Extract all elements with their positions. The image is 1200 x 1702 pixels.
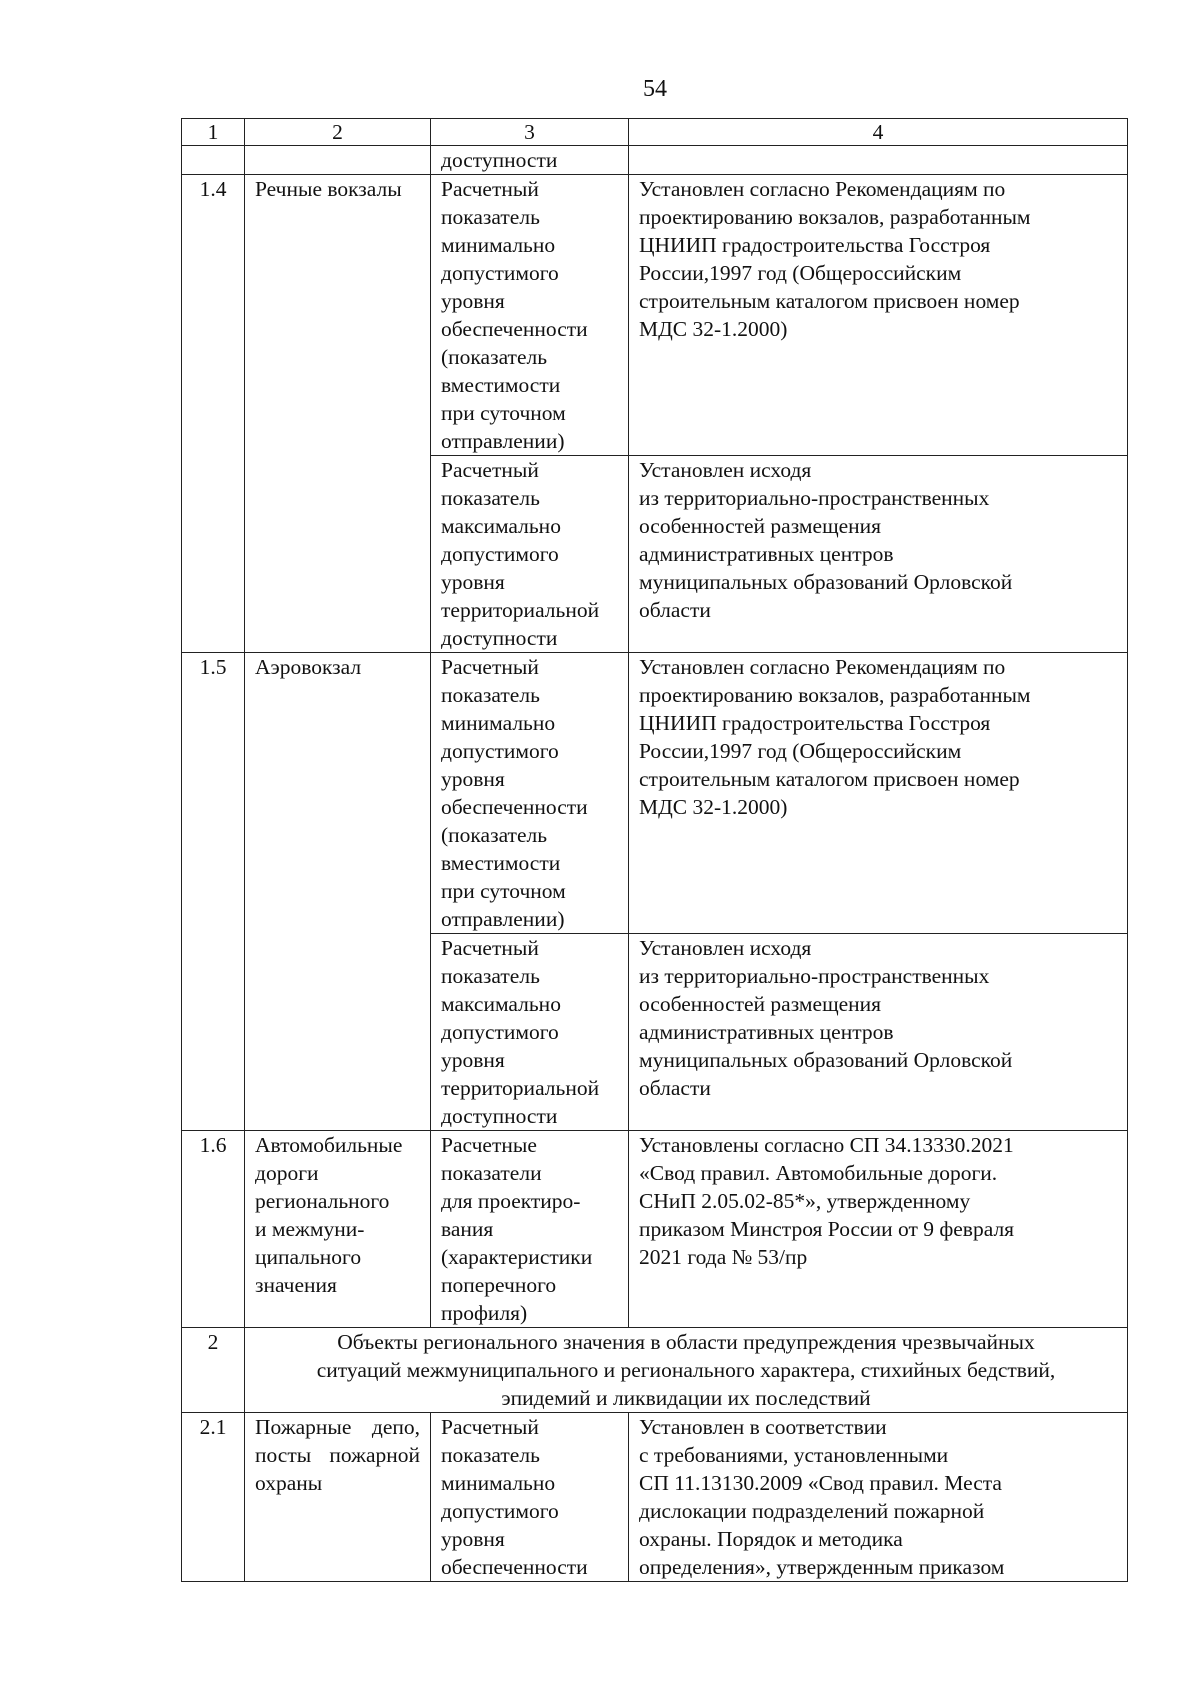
indicator-cell: Расчетный показатель минимально допустимого уровня обеспеченности (431, 1413, 629, 1582)
basis-cell: Установлен согласно Рекомендациям по проектированию вокзалов, разработанным ЦНИИП градостроительства Госстроя России,1997 год (Общероссийским строительным каталогом присвоен номер МДС 32-1.2000) (629, 653, 1128, 934)
page-number: 54 (643, 76, 667, 102)
row-number: 2.1 (182, 1413, 245, 1582)
indicator-cell: Расчетный показатель минимально допустимого уровня обеспеченности (показатель вместимости при суточном отправлении) (431, 653, 629, 934)
basis-cell: Установлен исходя из территориально-пространственных особенностей размещения административных центров муниципальных образований Орловской области (629, 456, 1128, 653)
table-row (182, 1413, 1128, 1582)
indicator-cell: Расчетный показатель максимально допустимого уровня территориальной доступности (431, 934, 629, 1131)
header-col-1: 1 (182, 119, 245, 146)
basis-cell: Установлены согласно СП 34.13330.2021 «Свод правил. Автомобильные дороги. СНиП 2.05.02-85*», утвержденному приказом Минстроя России от 9 февраля 2021 года № 53/пр (629, 1131, 1128, 1328)
row-number: 1.5 (182, 653, 245, 1131)
section-row (182, 1328, 1128, 1413)
indicator-cell: Расчетные показатели для проектиро- вания (характеристики поперечного профиля) (431, 1131, 629, 1328)
continuation-text: доступности (431, 146, 629, 175)
header-col-2: 2 (245, 119, 431, 146)
table-row (182, 653, 1128, 934)
standards-table (181, 118, 1128, 1582)
basis-cell: Установлен в соответствии с требованиями, установленными СП 11.13130.2009 «Свод правил. Места дислокации подразделений пожарной охраны. Порядок и методика определения», утвержденным приказом (629, 1413, 1128, 1582)
section-title: Объекты регионального значения в области предупреждения чрезвычайных ситуаций межмуниципального и регионального характера, стихийных бедствий, эпидемий и ликвидации их последствий (245, 1328, 1128, 1413)
table-row (182, 1131, 1128, 1328)
header-col-3: 3 (431, 119, 629, 146)
row-number: 1.6 (182, 1131, 245, 1328)
row-number: 1.4 (182, 175, 245, 653)
object-name: Автомобильные дороги регионального и межмуни- ципального значения (245, 1131, 431, 1328)
basis-cell: Установлен согласно Рекомендациям по проектированию вокзалов, разработанным ЦНИИП градостроительства Госстроя России,1997 год (Общероссийским строительным каталогом присвоен номер МДС 32-1.2000) (629, 175, 1128, 456)
basis-cell: Установлен исходя из территориально-пространственных особенностей размещения административных центров муниципальных образований Орловской области (629, 934, 1128, 1131)
table-header-row (182, 119, 1128, 146)
section-number: 2 (182, 1328, 245, 1413)
object-name: Речные вокзалы (245, 175, 431, 653)
indicator-cell: Расчетный показатель минимально допустимого уровня обеспеченности (показатель вместимости при суточном отправлении) (431, 175, 629, 456)
object-name: Пожарные депо, посты пожарной охраны (245, 1413, 431, 1582)
object-name: Аэровокзал (245, 653, 431, 1131)
indicator-cell: Расчетный показатель максимально допустимого уровня территориальной доступности (431, 456, 629, 653)
header-col-4: 4 (629, 119, 1128, 146)
continuation-row (182, 146, 1128, 175)
table-row (182, 175, 1128, 456)
